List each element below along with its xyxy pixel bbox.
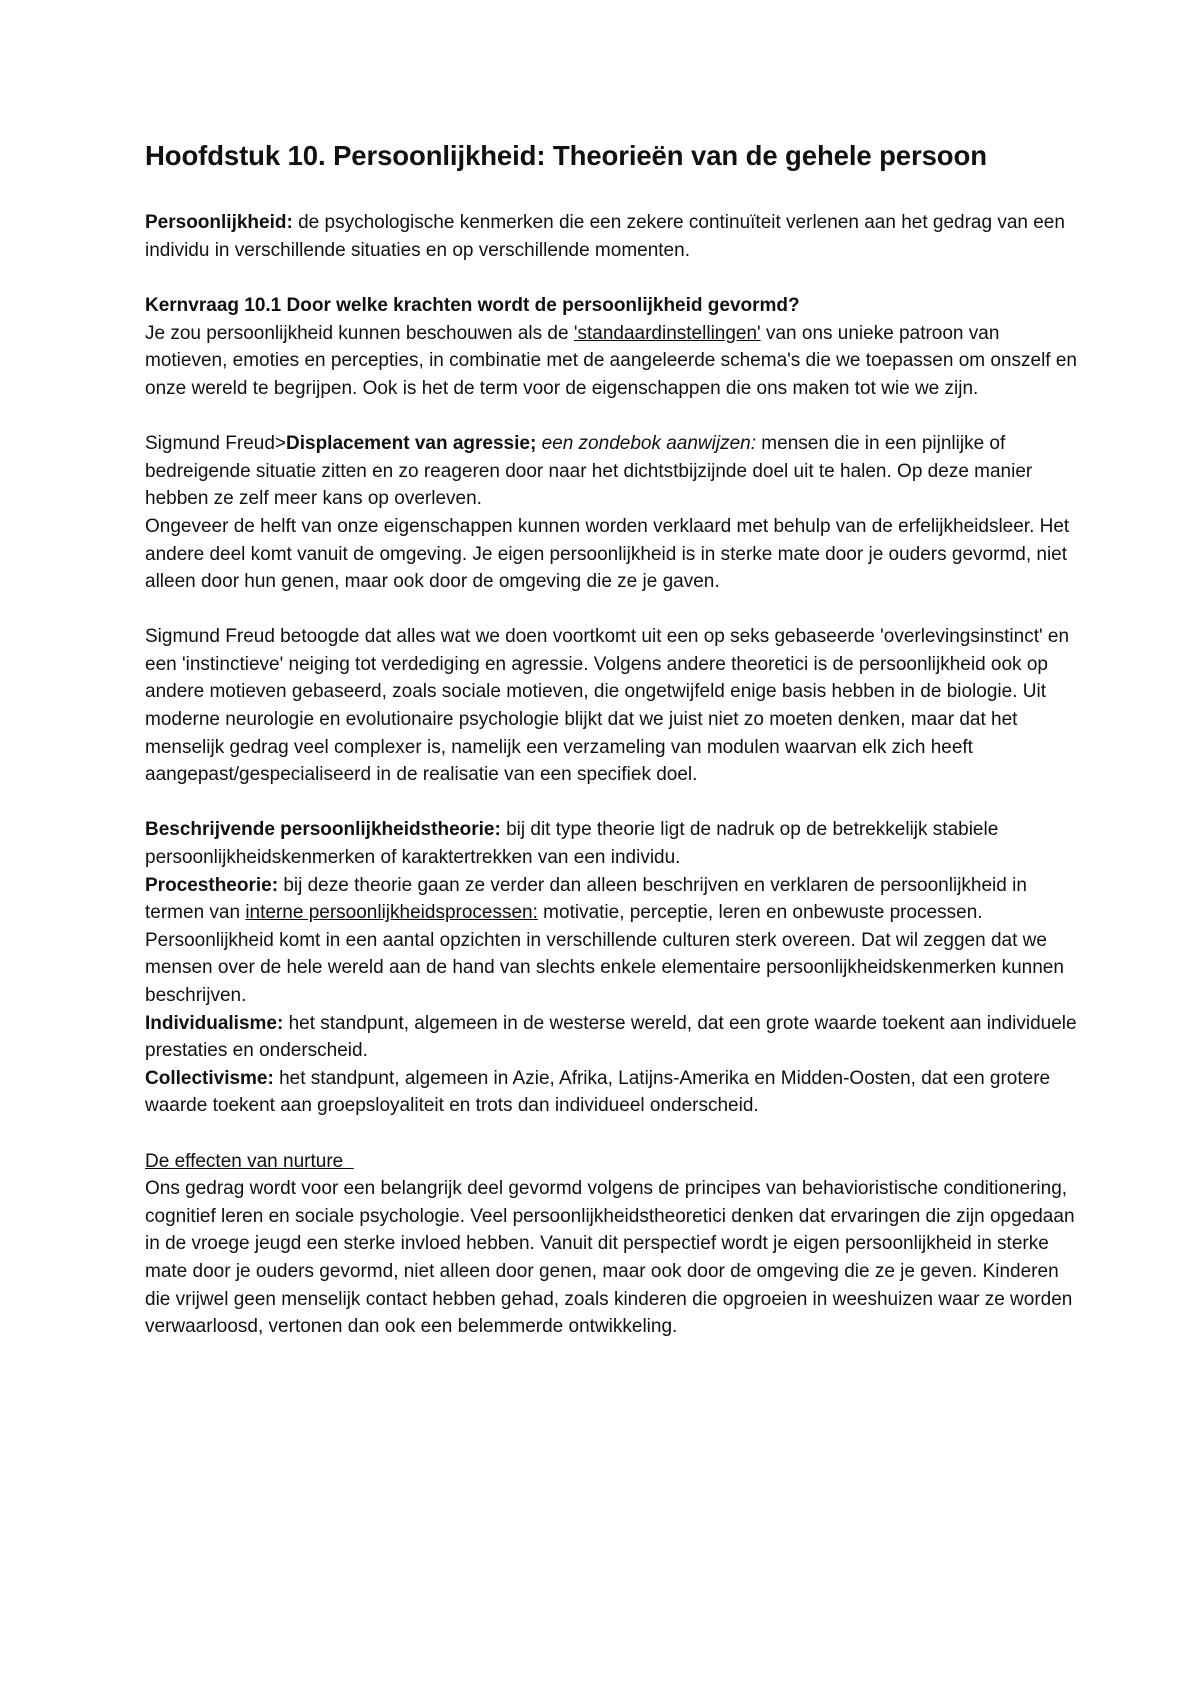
page-title: Hoofdstuk 10. Persoonlijkheid: Theorieën van de gehele persoon xyxy=(145,140,987,171)
underlined-term: interne persoonlijkheidsprocessen: xyxy=(245,902,538,924)
paragraph-text: bij dit type theorie ligt de nadruk op de betrekkelijk stabiele persoonlijkheidskenmerken of karaktertrekken van een individu. xyxy=(145,819,999,869)
culturen-paragraph: Persoonlijkheid komt in een aantal opzichten in verschillende culturen sterk overeen. Dat wil zeggen dat we mensen over de hele wereld aan de hand van slechts enkele elementaire persoonlijkheidskenmerken kunnen beschrijven. xyxy=(145,929,1064,1006)
definition-persoonlijkheid xyxy=(145,209,1080,264)
freud-displacement-paragraph xyxy=(145,430,1080,513)
collectivisme-paragraph xyxy=(145,1065,1080,1120)
procestheorie-paragraph xyxy=(145,872,1080,927)
paragraph-text: bij deze theorie gaan ze verder dan alleen beschrijven en verklaren de persoonlijkheid in termen van xyxy=(145,874,1027,924)
paragraph-text: mensen die in een pijnlijke of bedreigende situatie zitten en zo reageren door naar het dichtstbijzijnde doel uit te halen. Op deze manier hebben ze zelf meer kans op overleven. xyxy=(145,433,1033,510)
individualisme-paragraph xyxy=(145,1010,1080,1065)
erfelijkheid-paragraph: Ongeveer de helft van onze eigenschappen kunnen worden verklaard met behulp van de erfelijkheidsleer. Het andere deel komt vanuit de omgeving. Je eigen persoonlijkheid is in sterke mate door je ouders gevormd, niet alleen door hun genen, maar ook door de omgeving die ze je gaven. xyxy=(145,515,1070,593)
term-label: Collectivisme: xyxy=(145,1067,274,1089)
kernvraag-paragraph xyxy=(145,320,1080,403)
term-label: Beschrijvende persoonlijkheidstheorie: xyxy=(145,819,501,841)
beschrijvend-paragraph xyxy=(145,816,1080,871)
freud-betoog-paragraph: Sigmund Freud betoogde dat alles wat we doen voortkomt uit een op seks gebaseerde 'overlevingsinstinct' en een 'instinctieve' neiging tot verdediging en agressie. Volgens andere theoretici is de persoonlijkheid ook op andere motieven gebaseerd, zoals sociale motieven, die ongetwijfeld enige basis hebben in de biologie. Uit moderne neurologie en evolutionaire psychologie blijkt dat we juist niet zo moeten denken, maar dat het menselijk gedrag veel complexer is, namelijk een verzameling van modulen waarvan elk zich heeft aangepast/gespecialiseerd in de realisatie van een specifiek doel. xyxy=(145,626,1070,786)
paragraph-text: het standpunt, algemeen in de westerse wereld, dat een grote waarde toekent aan individuele prestaties en onderscheid. xyxy=(145,1012,1077,1062)
term-label: Individualisme: xyxy=(145,1012,284,1034)
term-label: Displacement van agressie; xyxy=(286,433,537,455)
italic-text: een zondebok aanwijzen: xyxy=(536,433,757,455)
term-label: Persoonlijkheid: xyxy=(145,212,293,234)
paragraph-text: motivatie, perceptie, leren en onbewuste processen. xyxy=(537,902,983,924)
definition-text: de psychologische kenmerken die een zekere continuïteit verlenen aan het gedrag van een individu in verschillende situaties en op verschillende momenten. xyxy=(145,212,1065,261)
nurture-heading xyxy=(145,1148,1080,1176)
kernvraag-heading xyxy=(145,292,1080,320)
underlined-term: 'standaardinstellingen' xyxy=(573,322,761,344)
paragraph-text: het standpunt, algemeen in Azie, Afrika, Latijns-Amerika en Midden-Oosten, dat een grotere waarde toekent aan groepsloyaliteit en trots dan individueel onderscheid. xyxy=(145,1067,1051,1117)
term-label: Procestheorie: xyxy=(145,874,279,896)
section-heading: Kernvraag 10.1 Door welke krachten wordt de persoonlijkheid gevormd? xyxy=(145,295,800,317)
paragraph-text: van ons unieke patroon van motieven, emoties en percepties, in combinatie met de aangeleerde schema's die we toepassen om onszelf en onze wereld te begrijpen. Ook is het de term voor de eigenschappen die ons maken tot wie we zijn. xyxy=(145,322,1077,399)
paragraph-text: Je zou persoonlijkheid kunnen beschouwen als de xyxy=(145,322,574,344)
prefix-text: Sigmund Freud> xyxy=(145,433,286,455)
section-heading: De effecten van nurture xyxy=(145,1150,354,1172)
nurture-paragraph: Ons gedrag wordt voor een belangrijk deel gevormd volgens de principes van behavioristische conditionering, cognitief leren en sociale psychologie. Veel persoonlijkheidstheoretici denken dat ervaringen die zijn opgedaan in de vroege jeugd een sterke invloed hebben. Vanuit dit perspectief wordt je eigen persoonlijkheid in sterke mate door je ouders gevormd, niet alleen door genen, maar ook door de omgeving die ze je geven. Kinderen die vrijwel geen menselijk contact hebben gehad, zoals kinderen die opgroeien in weeshuizen waar ze worden verwaarloosd, vertonen dan ook een belemmerde ontwikkeling. xyxy=(145,1178,1075,1338)
